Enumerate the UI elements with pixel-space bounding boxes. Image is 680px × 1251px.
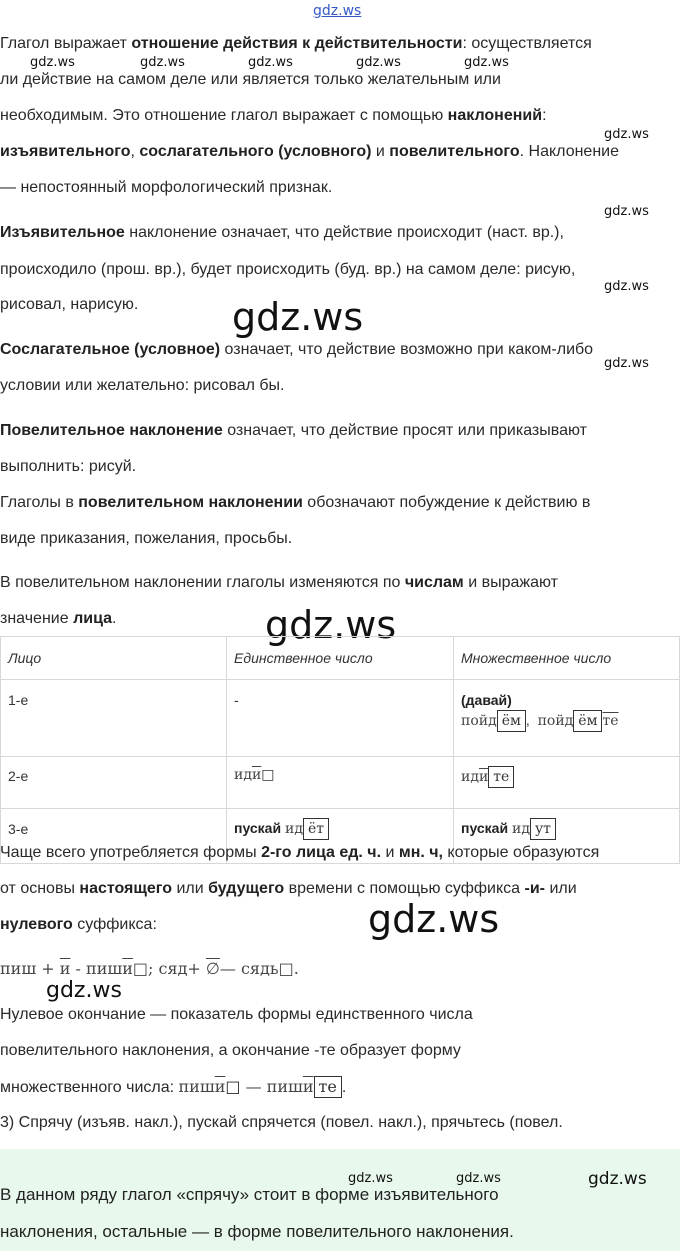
suffix-mark: и (214, 1077, 226, 1096)
watermark-top[interactable]: gdz.ws (313, 3, 362, 19)
ending-box: ёт (303, 818, 329, 840)
suffix-mark: и (302, 1077, 314, 1096)
paragraph-1-line-5: — непостоянный морфологический признак. (0, 179, 333, 196)
paragraph-8-line-2: повелительного наклонения, а окончание -те образует форму (0, 1042, 461, 1059)
watermark-medium: gdz.ws (46, 978, 122, 1003)
paragraph-2-line-1: Изъявительное наклонение означает, что действие происходит (наст. вр.), (0, 224, 564, 241)
watermark: gdz.ws (604, 279, 649, 294)
watermark: gdz.ws (604, 356, 649, 371)
watermark-large: gdz.ws (265, 603, 397, 647)
paragraph-2-line-3: рисовал, нарисую. (0, 296, 139, 313)
zero-ending-box: □ (225, 1077, 241, 1096)
table-header-row (1, 637, 680, 680)
answer-line-2: наклонения, остальные — в форме повелительного наклонения. (0, 1222, 514, 1241)
watermark: gdz.ws (356, 55, 401, 70)
watermark: gdz.ws (248, 55, 293, 70)
answer-line-1: В данном ряду глагол «спрячу» стоит в форме изъявительного (0, 1185, 499, 1204)
table-cell-person: 3-е (1, 809, 227, 864)
paragraph-6-line-1: В повелительном наклонении глаголы изменяются по числам и выражают (0, 574, 558, 591)
table-cell-plural: (давай) пойд ём , пойд ём те (454, 680, 680, 757)
paragraph-4-line-2: выполнить: рисуй. (0, 458, 137, 475)
ending-box: ём (573, 710, 602, 732)
paragraph-1-line-4: изъявительного, сослагательного (условного) и повелительного. Наклонение (0, 143, 619, 160)
suffix-mark: и (59, 959, 71, 978)
table-cell-plural: иди те (454, 757, 680, 809)
paragraph-7-line-3: нулевого суффикса: (0, 916, 157, 933)
watermark: gdz.ws (348, 1171, 393, 1186)
imperative-forms-table (0, 636, 680, 864)
table-cell-plural: пускай ид ут (454, 809, 680, 864)
paragraph-1-line-2: ли действие на самом деле или является только желательным или (0, 71, 501, 88)
paragraph-3-line-2: условии или желательно: рисовал бы. (0, 377, 285, 394)
zero-ending-box: □ (278, 959, 294, 978)
paragraph-6-line-2: значение лица. (0, 610, 117, 627)
watermark: gdz.ws (604, 204, 649, 219)
table-cell-singular: пускай ид ёт (227, 809, 454, 864)
table-header-singular: Единственное число (227, 637, 454, 680)
watermark: gdz.ws (464, 55, 509, 70)
suffix-mark: и (251, 767, 262, 783)
watermark: gdz.ws (140, 55, 185, 70)
paragraph-7-line-2: от основы настоящего или будущего времени с помощью суффикса -и- или (0, 880, 577, 897)
watermark: gdz.ws (30, 55, 75, 70)
watermark: gdz.ws (588, 1169, 647, 1189)
paragraph-3-line-1: Сослагательное (условное) означает, что действие возможно при каком-либо (0, 341, 594, 358)
paragraph-9-line-1: 3) Спрячу (изъяв. накл.), пускай спрячется (повел. накл.), прячьтесь (повел. (0, 1114, 563, 1131)
paragraph-5-line-2: виде приказания, пожелания, просьбы. (0, 530, 293, 547)
paragraph-1-line-1: Глагол выражает отношение действия к действительности: осуществляется (0, 35, 592, 52)
suffix-mark: те (602, 713, 619, 729)
watermark: gdz.ws (456, 1171, 501, 1186)
suffix-mark: и (122, 959, 133, 978)
watermark: gdz.ws (604, 127, 649, 142)
suffix-mark: и (478, 769, 489, 785)
paragraph-2-line-2: происходило (прош. вр.), будет происходить (буд. вр.) на самом деле: рисую, (0, 261, 576, 278)
watermark-large: gdz.ws (368, 897, 500, 941)
table-row (1, 680, 680, 757)
table-cell-person: 2-е (1, 757, 227, 809)
paragraph-7-line-1: Чаще всего употребляется формы 2-го лица ед. ч. и мн. ч, которые образуются (0, 844, 600, 861)
table-row (1, 757, 680, 809)
paragraph-1-line-3: необходимым. Это отношение глагол выражает с помощью наклонений: (0, 107, 547, 124)
zero-ending-box: □ (132, 959, 149, 978)
ending-box: ём (497, 710, 526, 732)
table-header-person: Лицо (1, 637, 227, 680)
table-cell-singular: иди□ (227, 757, 454, 809)
table-header-plural: Множественное число (454, 637, 680, 680)
table-cell-singular: - (227, 680, 454, 757)
paragraph-5-line-1: Глаголы в повелительном наклонении обозначают побуждение к действию в (0, 494, 591, 511)
watermark-large: gdz.ws (232, 295, 364, 339)
ending-box: те (488, 766, 514, 788)
paragraph-8-line-1: Нулевое окончание — показатель формы единственного числа (0, 1006, 473, 1023)
ending-box: ут (530, 818, 556, 840)
zero-suffix-mark: ∅ (205, 959, 220, 978)
ending-box: те (314, 1076, 342, 1098)
table-cell-person: 1-е (1, 680, 227, 757)
paragraph-8-line-3: множественного числа: пиши□ — пиши те . (0, 1077, 347, 1096)
formula-line: пиш + и - пиши□; сяд+ ∅— сядь□. (0, 959, 299, 978)
zero-ending-box: □ (261, 767, 275, 783)
paragraph-4-line-1: Повелительное наклонение означает, что действие просят или приказывают (0, 422, 587, 439)
